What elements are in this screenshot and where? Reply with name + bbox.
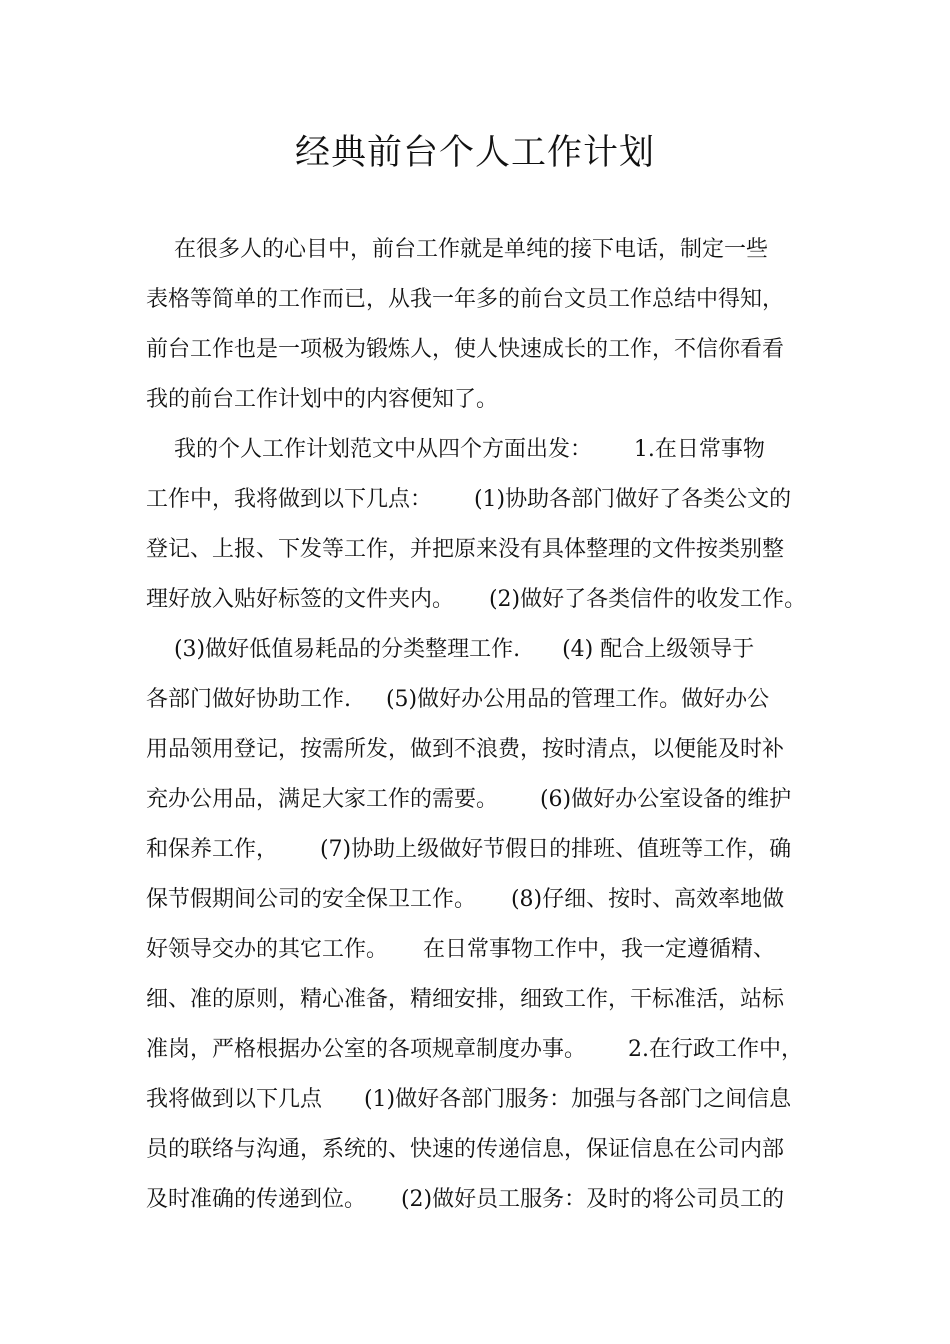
body-line: 及时准确的传递到位。 (2)做好员工服务：及时的将公司员工的 <box>146 1187 785 1212</box>
body-line: 充办公用品，满足大家工作的需要。 (6)做好办公室设备的维护 <box>146 787 792 812</box>
body-line: 准岗，严格根据办公室的各项规章制度办事。 2.在行政工作中， <box>146 1037 803 1062</box>
body-line: (3)做好低值易耗品的分类整理工作. (4) 配合上级领导于 <box>146 637 755 662</box>
body-line: 工作中，我将做到以下几点： (1)协助各部门做好了各类公文的 <box>146 487 792 512</box>
body-line: 表格等简单的工作而已，从我一年多的前台文员工作总结中得知， <box>146 287 785 312</box>
body-line: 细、准的原则，精心准备，精细安排，细致工作，干标准活，站标 <box>146 987 785 1012</box>
body-line: 登记、上报、下发等工作，并把原来没有具体整理的文件按类别整 <box>146 537 785 562</box>
body-line: 前台工作也是一项极为锻炼人，使人快速成长的工作，不信你看看 <box>146 337 785 362</box>
body-line: 好领导交办的其它工作。 在日常事物工作中，我一定遵循精、 <box>146 937 775 962</box>
body-line: 我将做到以下几点 (1)做好各部门服务：加强与各部门之间信息 <box>146 1087 792 1112</box>
body-line: 我的个人工作计划范文中从四个方面出发： 1.在日常事物 <box>146 437 765 462</box>
body-line: 和保养工作， (7)协助上级做好节假日的排班、值班等工作，确 <box>146 837 792 862</box>
body-line: 理好放入贴好标签的文件夹内。 (2)做好了各类信件的收发工作。 <box>146 587 807 612</box>
body-line: 在很多人的心目中，前台工作就是单纯的接下电话，制定一些 <box>146 237 768 262</box>
body-line: 我的前台工作计划中的内容便知了。 <box>146 387 499 412</box>
body-line: 用品领用登记，按需所发，做到不浪费，按时清点，以便能及时补 <box>146 737 785 762</box>
body-line: 各部门做好协助工作. (5)做好办公用品的管理工作。做好办公 <box>146 687 770 712</box>
body-line: 员的联络与沟通，系统的、快速的传递信息，保证信息在公司内部 <box>146 1137 785 1162</box>
body-line: 保节假期间公司的安全保卫工作。 (8)仔细、按时、高效率地做 <box>146 887 785 912</box>
document-title: 经典前台个人工作计划 <box>294 133 655 173</box>
